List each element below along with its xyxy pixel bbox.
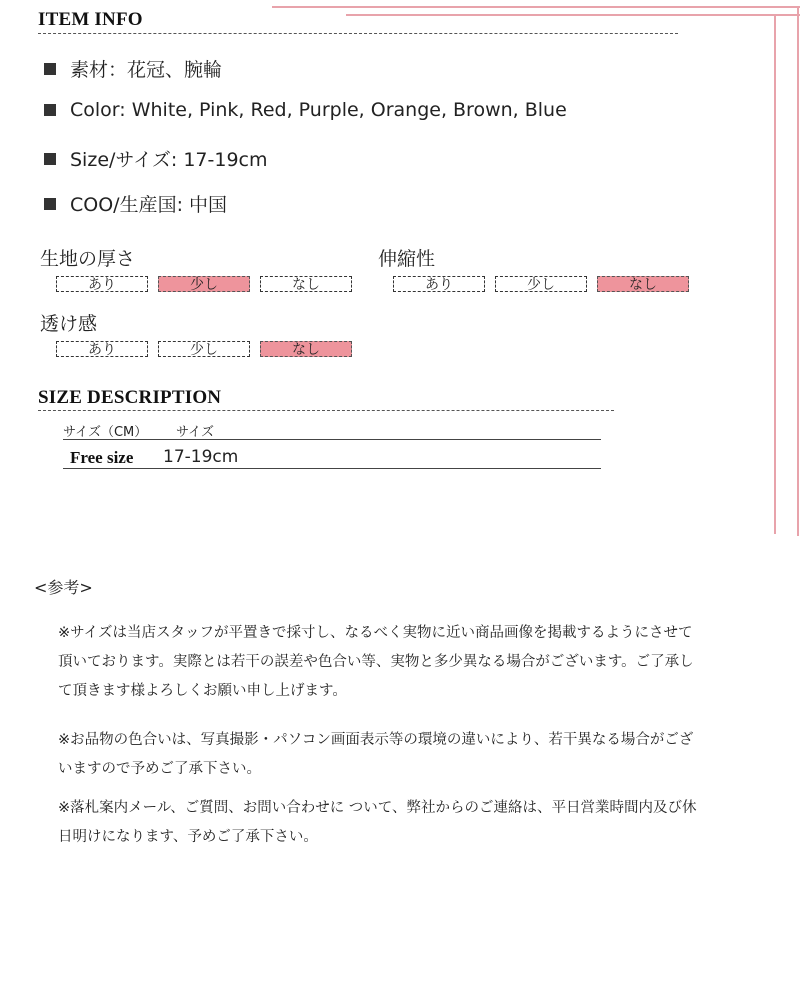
sheer-option-ari: あり bbox=[56, 341, 148, 357]
size-header-underline bbox=[63, 439, 601, 440]
size-row-label: Free size bbox=[70, 448, 134, 467]
item-info-divider bbox=[38, 33, 678, 34]
size-row-value: 17-19cm bbox=[163, 447, 239, 467]
frame-line-right-outer bbox=[797, 6, 799, 536]
sheer-label: 透け感 bbox=[40, 313, 98, 335]
bullet-square-icon bbox=[44, 104, 56, 116]
stretch-option-ari: あり bbox=[393, 276, 485, 292]
bullet-text: 素材：花冠、腕輪 bbox=[70, 59, 223, 81]
frame-line-top-inner bbox=[346, 14, 800, 16]
bullet-square-icon bbox=[44, 153, 56, 165]
bullet-coo bbox=[44, 190, 227, 217]
frame-line-top-outer bbox=[272, 6, 800, 8]
bullet-text: Color: White, Pink, Red, Purple, Orange, Brown, Blue bbox=[70, 99, 567, 121]
bullet-text: Size/サイズ: 17-19cm bbox=[70, 149, 268, 171]
bullet-material bbox=[44, 55, 222, 82]
size-header-size: サイズ bbox=[176, 425, 214, 440]
bullet-color bbox=[44, 99, 567, 121]
reference-title: <参考> bbox=[34, 578, 93, 597]
sheer-option-nashi: なし bbox=[260, 341, 352, 357]
stretch-label: 伸縮性 bbox=[378, 248, 436, 270]
thickness-label: 生地の厚さ bbox=[40, 248, 136, 270]
item-info-title: ITEM INFO bbox=[38, 9, 143, 30]
thickness-option-sukoshi: 少し bbox=[158, 276, 250, 292]
reference-note-2: ※お品物の色合いは、写真撮影・パソコン画面表示等の環境の違いにより、若干異なる場合がございますので予めご了承下さい。 bbox=[58, 732, 694, 777]
sheer-option-sukoshi: 少し bbox=[158, 341, 250, 357]
bullet-square-icon bbox=[44, 63, 56, 75]
stretch-option-nashi: なし bbox=[597, 276, 689, 292]
bullet-text: COO/生産国: 中国 bbox=[70, 194, 228, 216]
reference-note-3: ※落札案内メール、ご質問、お問い合わせに ついて、弊社からのご連絡は、平日営業時間内及び休日明けになります、予めご了承下さい。 bbox=[58, 800, 697, 845]
size-description-divider bbox=[38, 410, 614, 411]
thickness-option-ari: あり bbox=[56, 276, 148, 292]
thickness-option-nashi: なし bbox=[260, 276, 352, 292]
frame-line-right-inner bbox=[774, 14, 776, 534]
size-row-underline bbox=[63, 468, 601, 469]
bullet-size bbox=[44, 145, 268, 172]
stretch-option-sukoshi: 少し bbox=[495, 276, 587, 292]
size-description-title: SIZE DESCRIPTION bbox=[38, 387, 222, 408]
reference-note-1: ※サイズは当店スタッフが平置きで採寸し、なるべく実物に近い商品画像を掲載するようにさせて頂いております。実際とは若干の誤差や色合い等、実物と多少異なる場合がございます。ご了承して頂きます様よろしくお願い申し上げます。 bbox=[58, 625, 694, 699]
size-header-cm: サイズ（CM） bbox=[63, 425, 148, 440]
bullet-square-icon bbox=[44, 198, 56, 210]
